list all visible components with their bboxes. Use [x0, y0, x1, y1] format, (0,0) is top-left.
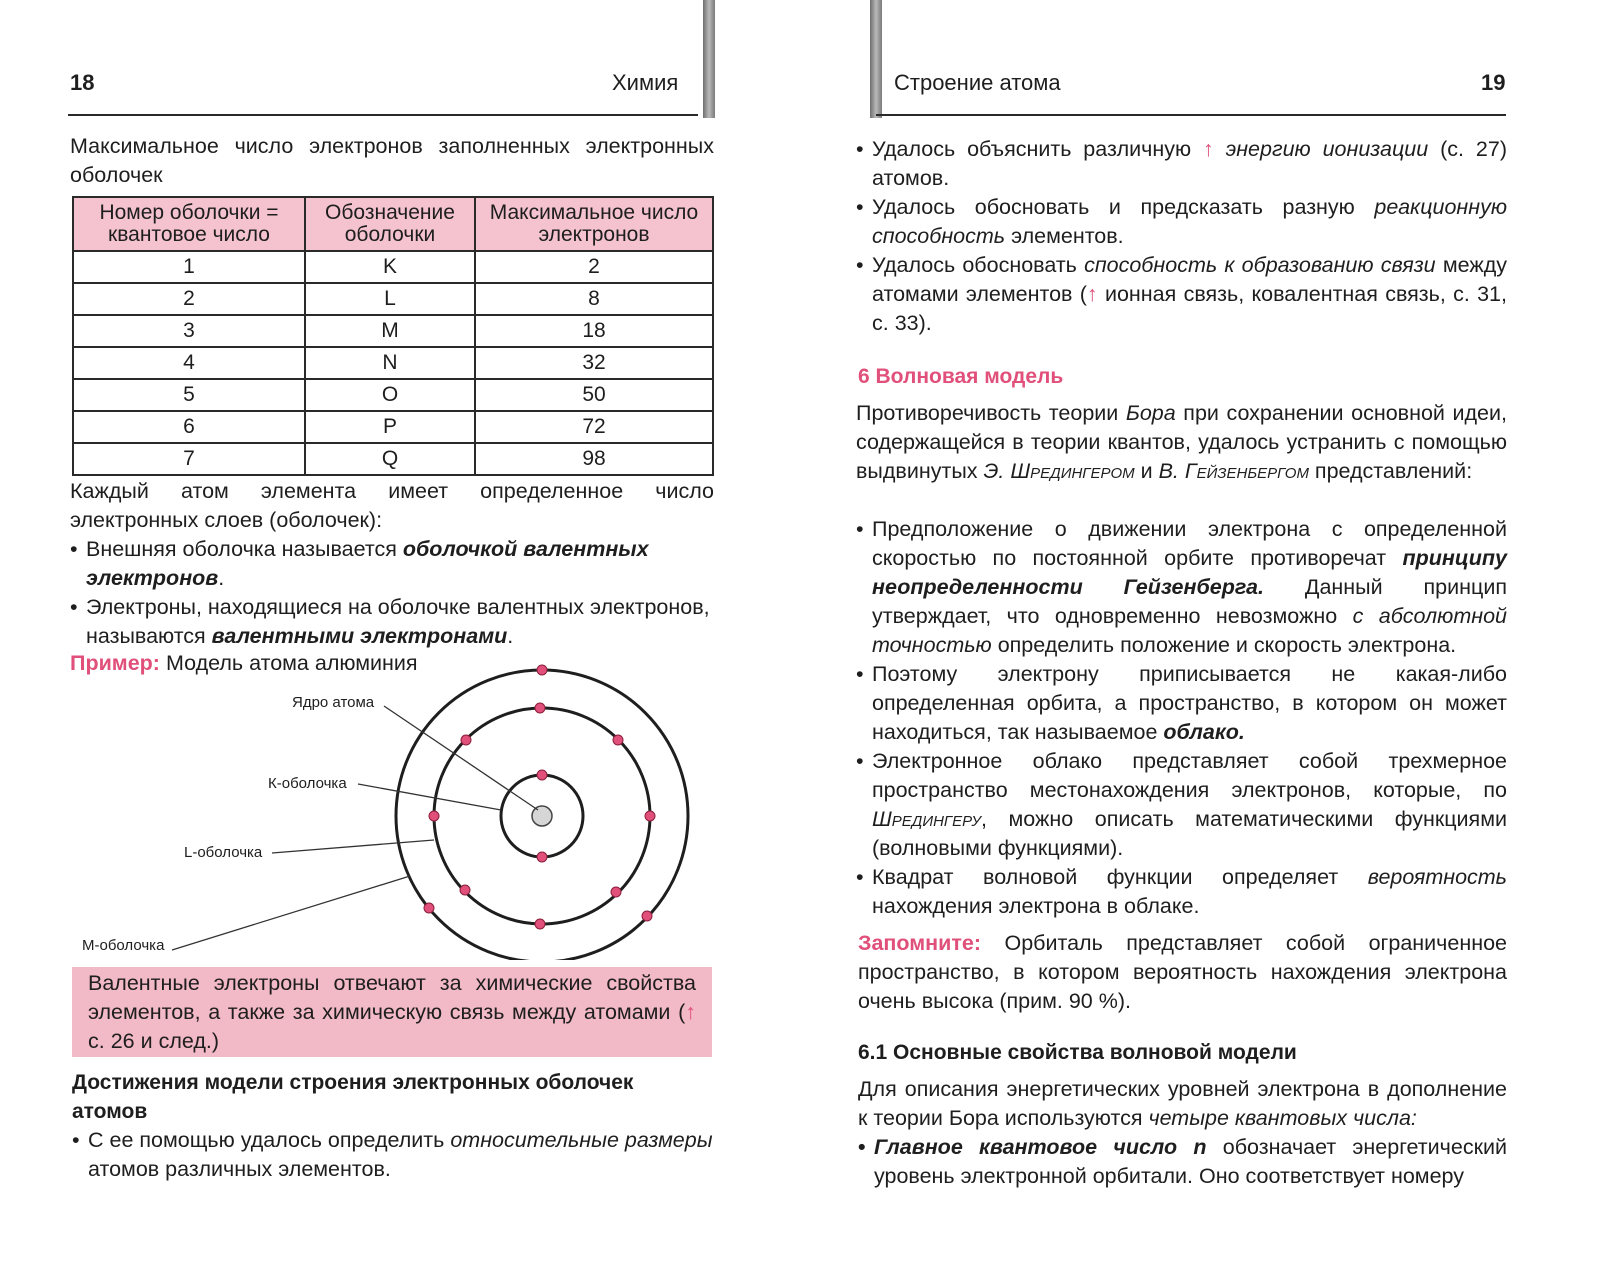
electron [424, 903, 434, 913]
bullet-mark: • [856, 517, 864, 541]
atom-model-diagram [60, 650, 700, 960]
bullet-mark: • [856, 253, 864, 277]
right-page [840, 0, 1605, 1272]
list-item: • Предположение о движении электрона с определенной скоростью по постоянной орбите противоречат принципу неопределенности Гейзенберга. Данный принцип утверждает, что одновременно невозможно с абсолютной точностью определить положение и скорость электрона. [856, 517, 1507, 657]
table-cell: 4 [73, 347, 305, 379]
table-row [73, 347, 713, 379]
table-cell: L [305, 283, 475, 315]
shells-intro: Каждый атом элемента имеет определенное число электронных слоев (оболочек): [70, 479, 714, 532]
bullet-mark: • [70, 595, 78, 619]
table-row [73, 443, 713, 475]
electron [429, 811, 439, 821]
table-row [73, 379, 713, 411]
electron [537, 770, 547, 780]
electron [642, 911, 652, 921]
bullet-mark: • [72, 1128, 80, 1152]
table-cell: 1 [73, 251, 305, 283]
table-row [73, 251, 713, 283]
table-cell: 6 [73, 411, 305, 443]
page-edge-marker [870, 0, 882, 118]
bullet-mark: • [856, 195, 864, 219]
list-item: • Поэтому электрону приписывается не какая-либо определенная орбита, а пространство, в котором он может находиться, так называемое облако. [856, 662, 1507, 744]
bullet-mark: • [856, 137, 864, 161]
subsection-heading: 6.1 Основные свойства волновой модели [858, 1041, 1297, 1064]
electron [611, 887, 621, 897]
electron [613, 735, 623, 745]
list-item: • Электронное облако представляет собой трехмерное пространство местонахождения электронов, которые, по Шредингеру, можно описать математическими функциями (волновыми функциями). [856, 749, 1507, 860]
header-rule [68, 114, 698, 116]
running-head: Химия [612, 70, 679, 95]
bullet-mark: • [70, 537, 78, 561]
electron [535, 703, 545, 713]
remember-note: Запомните: Орбиталь представляет собой ограниченное пространство, в котором вероятность нахождения электрона очень высока (прим. 90 %). [858, 931, 1507, 1013]
table-cell: 32 [475, 347, 713, 379]
leader-line-m-shell [172, 876, 410, 950]
table-cell: 8 [475, 283, 713, 315]
table-cell: 2 [73, 283, 305, 315]
table-cell: O [305, 379, 475, 411]
table-cell: 98 [475, 443, 713, 475]
quantum-numbers-intro: Для описания энергетических уровней электрона в дополнение к теории Бора используются четыре квантовых числа: [858, 1077, 1507, 1130]
cross-ref-arrow-icon: ↑ [1203, 137, 1214, 161]
section-heading: 6 Волновая модель [858, 365, 1064, 388]
header-rule [876, 114, 1506, 116]
valence-note-box [72, 967, 712, 1057]
electron [645, 811, 655, 821]
cross-ref-arrow-icon: ↑ [1086, 282, 1098, 306]
label-nucleus: Ядро атома [292, 694, 375, 711]
label-l-shell: L-оболочка [184, 844, 263, 861]
table-cell: 7 [73, 443, 305, 475]
electron [460, 885, 470, 895]
shell-table [72, 196, 714, 476]
list-item: • Квадрат волновой функции определяет вероятность нахождения электрона в облаке. [856, 865, 1507, 918]
wave-model-intro: Противоречивость теории Бора при сохранении основной идеи, содержащейся в теории квантов, удалось устранить с помощью выдвинутых Э. Шредингером и В. Гейзенбергом представлений: [856, 401, 1507, 483]
label-k-shell: К-оболочка [268, 775, 347, 792]
table-row [73, 283, 713, 315]
remember-label: Запомните: [858, 931, 982, 955]
table-cell: M [305, 315, 475, 347]
bullet-mark: • [856, 749, 864, 773]
section-heading: Достижения модели строения электронных оболочек атомов [72, 1071, 634, 1123]
running-head: Строение атома [894, 70, 1061, 95]
page-number: 18 [70, 70, 95, 95]
list-item: • Внешняя оболочка называется оболочкой валентных электронов. [70, 537, 649, 590]
page-number: 19 [1481, 70, 1506, 95]
table-cell: 18 [475, 315, 713, 347]
table-cell: 3 [73, 315, 305, 347]
leader-line-l-shell [272, 840, 434, 853]
table-cell: 2 [475, 251, 713, 283]
example-label: Пример: [70, 651, 160, 675]
list-item: • Удалось обосновать и предсказать разную реакционную способность элементов. [856, 195, 1507, 248]
table-cell: P [305, 411, 475, 443]
table-header: Обозначение оболочки [305, 197, 475, 251]
nucleus [532, 806, 552, 826]
table-header: Номер оболочки = квантовое число [73, 197, 305, 251]
label-m-shell: М-оболочка [82, 937, 165, 954]
table-header-row [73, 197, 713, 251]
bullet-mark: • [856, 662, 864, 686]
table-header: Максимальное число электронов [475, 197, 713, 251]
table-cell: K [305, 251, 475, 283]
list-item: • Удалось обосновать способность к образованию связи между атомами элементов (↑ ионная связь, ковалентная связь, с. 31, с. 33). [856, 253, 1507, 335]
left-page [0, 0, 760, 1272]
table-cell: 5 [73, 379, 305, 411]
electron [535, 919, 545, 929]
table-caption: Максимальное число электронов заполненных электронных оболочек [70, 134, 714, 187]
cross-ref-arrow-icon: ↑ [685, 1000, 696, 1024]
valence-note: Валентные электроны отвечают за химические свойства элементов, а также за химическую связь между атомами (↑ с. 26 и след.) [88, 971, 696, 1053]
table-cell: 72 [475, 411, 713, 443]
list-item: • Удалось объяснить различную ↑ энергию ионизации (с. 27) атомов. [856, 137, 1507, 190]
leader-line-k-shell [358, 784, 501, 810]
electron [461, 735, 471, 745]
electron [537, 852, 547, 862]
table-cell: N [305, 347, 475, 379]
list-item: • Главное квантовое число n обозначает энергетический уровень электронной орбитали. Оно соответствует номеру [858, 1135, 1507, 1188]
table-row [73, 411, 713, 443]
table-cell: 50 [475, 379, 713, 411]
example-text: Модель атома алюминия [165, 651, 418, 675]
page-edge-marker [703, 0, 715, 118]
list-item: • Электроны, находящиеся на оболочке валентных электронов, называются валентными электронами. [70, 595, 710, 648]
bullet-mark: • [856, 865, 864, 889]
electron [537, 665, 547, 675]
bullet-mark: • [858, 1135, 866, 1159]
table-row [73, 315, 713, 347]
table-cell: Q [305, 443, 475, 475]
list-item: • С ее помощью удалось определить относительные размеры атомов различных элементов. [72, 1128, 713, 1181]
